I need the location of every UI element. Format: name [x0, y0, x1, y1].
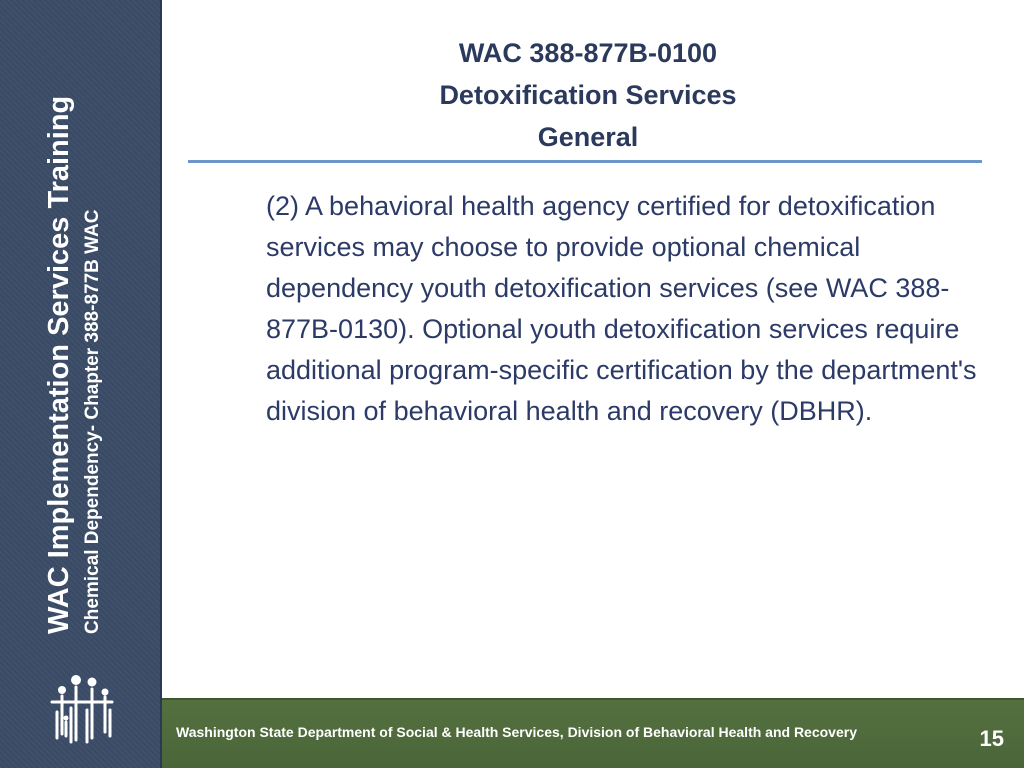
title-line-topic: Detoxification Services — [439, 80, 737, 110]
title-divider — [188, 160, 982, 163]
title-line-regulation: WAC 388-877B-0100 — [458, 38, 718, 68]
page-number: 15 — [979, 726, 1004, 751]
sidebar-title: WAC Implementation Services Training — [43, 95, 75, 634]
sidebar-titles — [40, 34, 116, 634]
title-line-section: General — [537, 122, 639, 152]
footer-bar — [162, 698, 1024, 768]
dshs-people-logo-icon — [48, 672, 116, 744]
body-paragraph: (2) A behavioral health agency certified for detoxification services may choose to provide optional chemical dependency youth detoxification services (see WAC 388-877B-0130). Optional youth detoxification services require additional program-specific certification by the department's division of behavioral health and recovery (DBHR). — [266, 191, 977, 426]
sidebar — [0, 0, 162, 768]
footer-text: Washington State Department of Social & Health Services, Division of Behavioral Health and Recovery — [176, 724, 857, 740]
sidebar-subtitle: Chemical Dependency- Chapter 388-877B WAC — [82, 209, 103, 634]
slide-title — [190, 32, 986, 158]
